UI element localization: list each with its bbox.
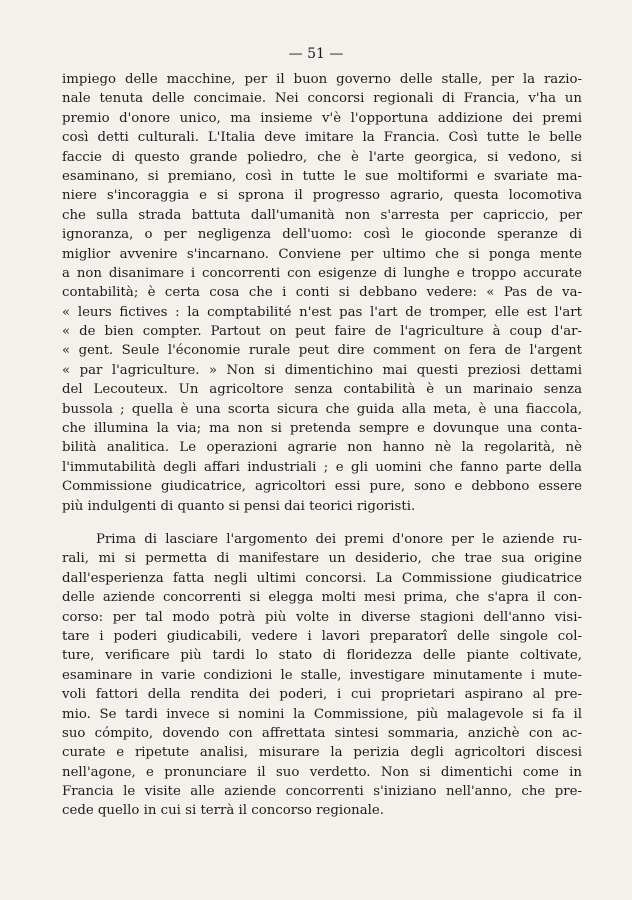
text-line: « leurs fictives : la comptabilité n'est pas l'art de tromper, elle est l'art xyxy=(62,304,582,320)
text-line: mio. Se tardi invece si nomini la Commissione, più malagevole si fa il xyxy=(62,706,582,722)
text-line: rali, mi si permetta di manifestare un desiderio, che trae sua origine xyxy=(62,551,582,567)
text-line: esaminare in varie condizioni le stalle, investigare minutamente i mute- xyxy=(62,667,582,683)
text-line: a non disanimare i concorrenti con esigenze di lunghe e troppo accurate xyxy=(62,265,582,281)
text-line: faccie di questo grande poliedro, che è l'arte georgica, si vedono, si xyxy=(62,149,582,165)
text-line: Francia le visite alle aziende concorrenti s'iniziano nell'anno, che pre- xyxy=(62,784,582,800)
text-line: suo cómpito, dovendo con affrettata sintesi sommaria, anzichè con ac- xyxy=(62,725,582,741)
text-line: bussola ; quella è una scorta sicura che guida alla meta, è una fiaccola, xyxy=(62,401,582,417)
text-line: bilità analitica. Le operazioni agrarie non hanno nè la regolarità, nè xyxy=(62,440,582,456)
text-line: « par l'agriculture. » Non si dimentichino mai questi preziosi dettami xyxy=(62,362,582,378)
text-line: « de bien compter. Partout on peut faire de l'agriculture à coup d'ar- xyxy=(62,324,582,340)
text-line: niere s'incoraggia e si sprona il progresso agrario, questa locomotiva xyxy=(62,188,582,204)
body-text xyxy=(62,70,582,821)
text-line: contabilità; è certa cosa che i conti si debbano vedere: « Pas de va- xyxy=(62,285,582,301)
page-number: — 51 — xyxy=(288,46,344,62)
paragraph xyxy=(62,70,582,516)
text-line: voli fattori della rendita dei poderi, i cui proprietari aspirano al pre- xyxy=(62,687,582,703)
text-line: esaminano, si premiano, così in tutte le sue moltiformi e svariate ma- xyxy=(62,168,582,184)
text-line: miglior avvenire s'incarnano. Conviene per ultimo che si ponga mente xyxy=(62,246,582,262)
paragraph xyxy=(62,530,582,821)
text-line: Commissione giudicatrice, agricoltori essi pure, sono e debbono essere xyxy=(62,479,582,495)
text-line: del Lecouteux. Un agricoltore senza contabilità è un marinaio senza xyxy=(62,382,582,398)
text-line: cede quello in cui si terrà il concorso regionale. xyxy=(62,803,384,819)
text-line: premio d'onore unico, ma insieme v'è l'opportuna addizione dei premi xyxy=(62,110,582,126)
text-line: Prima di lasciare l'argomento dei premi d'onore per le aziende ru- xyxy=(96,531,582,547)
text-line: impiego delle macchine, per il buon governo delle stalle, per la razio- xyxy=(62,72,582,87)
text-line: dall'esperienza fatta negli ultimi concorsi. La Commissione giudicatrice xyxy=(62,570,582,586)
text-line: « gent. Seule l'économie rurale peut dire comment on fera de l'argent xyxy=(62,343,582,359)
text-line: che illumina la via; ma non si pretenda sempre e dovunque una conta- xyxy=(62,421,582,437)
text-line: ignoranza, o per negligenza dell'uomo: così le gioconde speranze di xyxy=(62,227,582,243)
text-line: curate e ripetute analisi, misurare la perizia degli agricoltori discesi xyxy=(62,745,582,761)
paragraph-gap xyxy=(62,516,582,530)
text-line: tare i poderi giudicabili, vedere i lavori preparatorî delle singole col- xyxy=(62,628,582,644)
text-line: che sulla strada battuta dall'umanità non s'arresta per capriccio, per xyxy=(62,207,582,223)
text-line: l'immutabilità degli affari industriali ; e gli uomini che fanno parte della xyxy=(62,459,582,475)
text-line: ture, verificare più tardi lo stato di floridezza delle piante coltivate, xyxy=(62,648,582,664)
text-line: più indulgenti di quanto si pensi dai teorici rigoristi. xyxy=(62,498,416,514)
text-line: nell'agone, e pronunciare il suo verdetto. Non si dimentichi come in xyxy=(62,764,582,780)
text-line: delle aziende concorrenti si elegga molti mesi prima, che s'apra il con- xyxy=(62,590,582,606)
text-line: nale tenuta delle concimaie. Nei concorsi regionali di Francia, v'ha un xyxy=(62,91,582,107)
text-line: corso: per tal modo potrà più volte in diverse stagioni dell'anno visi- xyxy=(62,609,582,625)
text-line: così detti culturali. L'Italia deve imitare la Francia. Così tutte le belle xyxy=(62,130,582,146)
